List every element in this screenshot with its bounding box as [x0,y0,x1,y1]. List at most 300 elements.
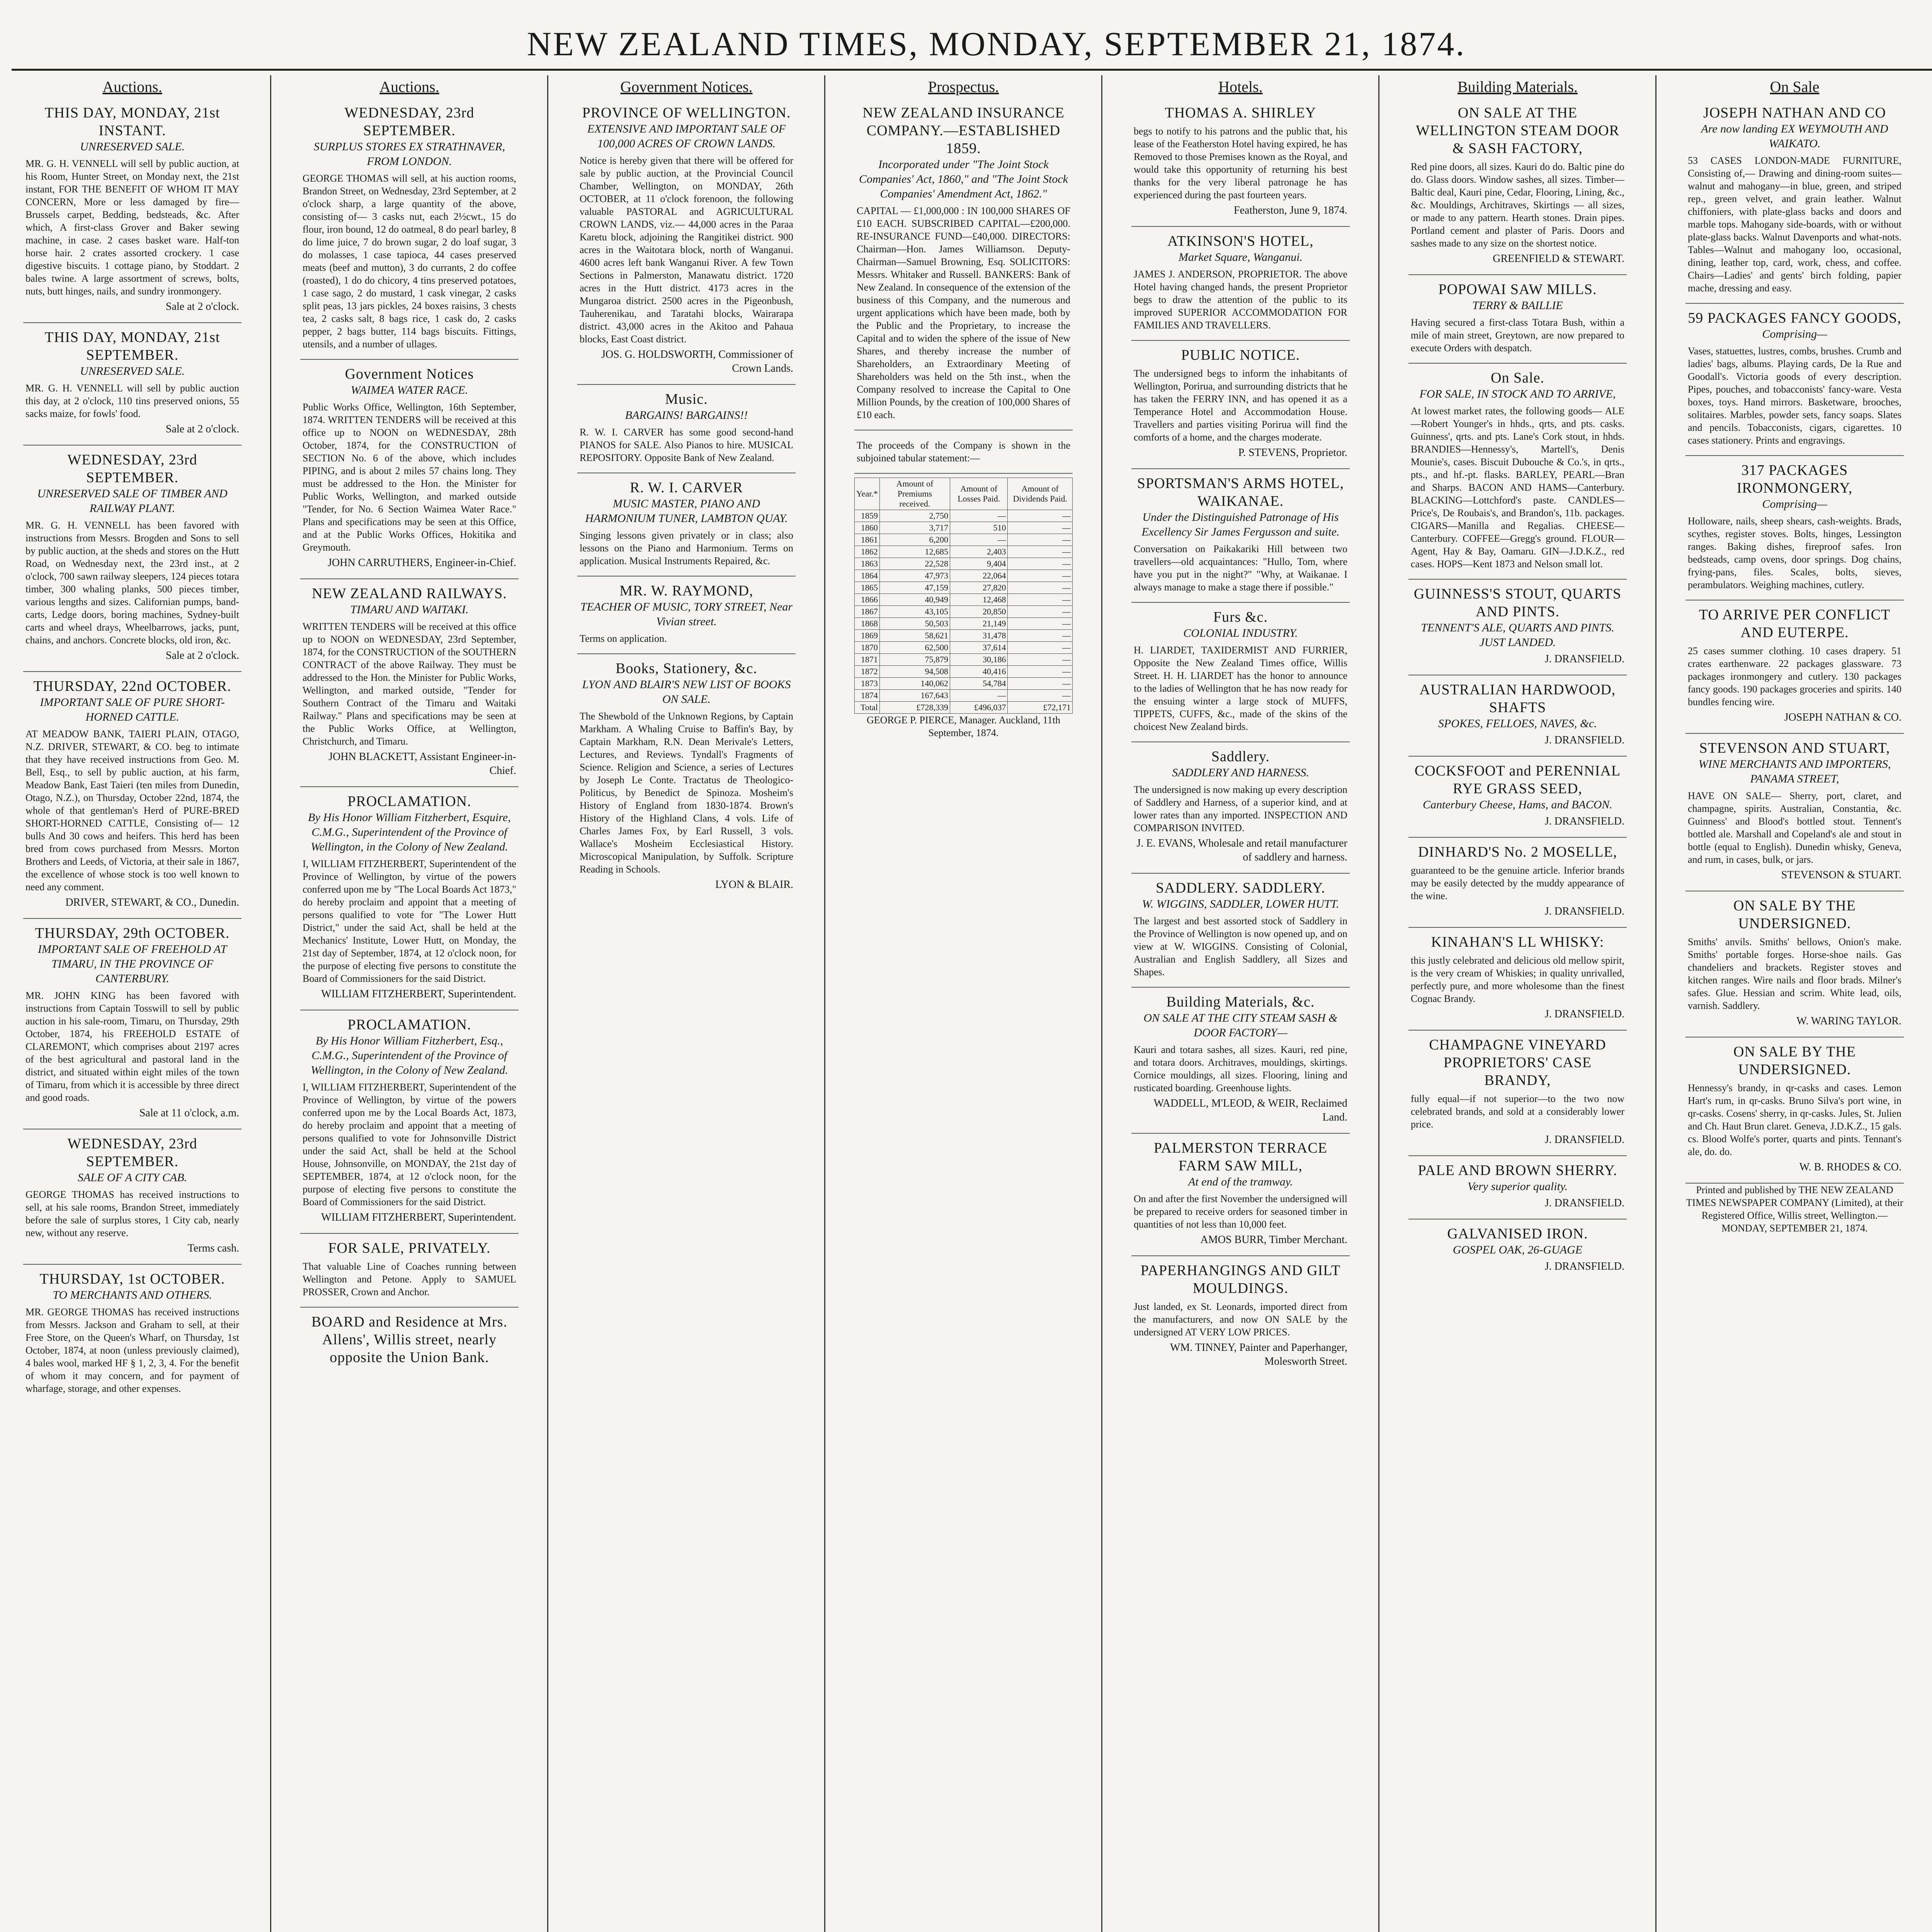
table-row [855,690,1073,702]
ad-signature: Terms cash. [187,1242,239,1254]
advertisement [1408,99,1627,275]
table-cell: 140,062 [879,678,950,690]
table-cell: 1874 [855,690,880,702]
table-cell: 58,621 [879,630,950,642]
advertisement [1131,99,1350,227]
ad-title: Government Notices [345,366,474,382]
advertisement [1131,341,1350,469]
table-cell: — [1008,558,1073,570]
table-cell: 94,508 [879,666,950,678]
table-cell: — [1008,630,1073,642]
ad-title: ON SALE BY THE UNDERSIGNED. [1733,1044,1856,1078]
ad-signature: J. DRANSFIELD. [1544,653,1624,665]
ad-subtitle: FOR SALE, IN STOCK AND TO ARRIVE, [1419,388,1616,400]
ad-title: DINHARD'S No. 2 MOSELLE, [1418,844,1617,860]
ad-signature: Sale at 2 o'clock. [165,301,239,313]
advertisement [1408,838,1627,928]
advertisement [1408,1156,1627,1219]
ad-title: WEDNESDAY, 23rd SEPTEMBER. [344,105,474,139]
advertisement [23,99,242,323]
ad-signature: J. DRANSFIELD. [1544,1008,1624,1020]
ad-signature: WADDELL, M'LEOD, & WEIR, Reclaimed Land. [1153,1097,1347,1123]
advertisement [300,787,519,1010]
ad-title: 59 PACKAGES FANCY GOODS, [1688,310,1901,326]
table-cell: 20,850 [950,606,1008,618]
advertisement [1685,734,1904,891]
ad-title: Saddlery. [1211,748,1270,765]
ad-title: PALE AND BROWN SHERRY. [1418,1162,1617,1179]
ad-body: That valuable Line of Coaches running between Wellington and Petone. Apply to SAMUEL PROSSER, Crown and Anchor. [303,1261,516,1298]
table-row [855,534,1073,546]
advertisement [300,1308,519,1375]
ad-signature: Sale at 2 o'clock. [165,423,239,435]
column-separator [1655,75,1656,1932]
ad-title: On Sale. [1491,370,1544,386]
table-cell: 62,500 [879,642,950,654]
ad-body: MR. GEORGE THOMAS has received instructions from Messrs. Jackson and Graham to sell, at their Free Store, on the Queen's Wharf, on Thursday, 1st October, 1874, at noon (unless previously claimed), 4 bales wool, marked HF § 1, 2, 3, 4. For the benefit of whom it may concern, and for payment of wharfage, storage, and other expenses. [26,1306,239,1394]
ad-subtitle: UNRESERVED SALE. [80,365,185,378]
table-cell: 50,503 [879,618,950,630]
table-cell: 1873 [855,678,880,690]
table-row [855,654,1073,666]
table-row [855,510,1073,522]
advertisement [300,1010,519,1234]
column-4 [854,75,1073,1932]
advertisement [1408,675,1627,757]
ad-subtitle: Very superior quality. [1467,1180,1568,1193]
ad-subtitle: Comprising— [1762,328,1827,340]
ad-subtitle: TIMARU AND WAITAKI. [350,603,469,616]
table-row [855,618,1073,630]
ad-signature: DRIVER, STEWART, & CO., Dunedin. [65,896,239,908]
ad-signature: Sale at 11 o'clock, a.m. [139,1107,239,1119]
column-3 [577,75,796,1932]
table-cell: — [950,510,1008,522]
ad-body: this justly celebrated and delicious old mellow spirit, is the very cream of Whiskies; in quality unrivalled, perfectly pure, and more wholesome than the finest Cognac Brandy. [1411,955,1624,1004]
advertisement [1408,757,1627,838]
table-cell: 1866 [855,594,880,606]
column-header: Government Notices. [620,78,753,95]
column-1 [23,75,242,1932]
table-cell: 510 [950,522,1008,534]
ad-title: THIS DAY, MONDAY, 21st SEPTEMBER. [44,329,220,363]
table-cell: — [1008,666,1073,678]
table-header-cell: Year.* [855,478,880,510]
table-header-row [855,478,1073,510]
ad-subtitle: SPOKES, FELLOES, NAVES, &c. [1438,717,1597,730]
ad-signature: J. DRANSFIELD. [1544,1260,1624,1272]
column-header: Auctions. [102,78,162,95]
table-total-row [855,702,1073,714]
table-cell: 27,820 [950,582,1008,594]
table-row [855,678,1073,690]
ad-body: fully equal—if not superior—to the two now celebrated brands, and sold at a considerably lower price. [1411,1093,1624,1130]
ad-subtitle: UNRESERVED SALE. [80,140,185,153]
table-cell: 1859 [855,510,880,522]
column-header: Building Materials. [1457,78,1578,95]
advertisement [1408,1031,1627,1156]
advertisement [854,99,1073,430]
ad-body: Vases, statuettes, lustres, combs, brushes. Crumb and ladies' bags, albums. Playing cards, De la Rue and Goodall's. Victoria goods of every description. Pipes, pouches, and tobacconists' fancy-ware. Vesta boxes, toys. Hand mirrors. Basketware, brooches, solitaires. Marbles, powder sets, fancy soaps. Slates and pencils. Tobacconists, cigars, cigarettes. 10 cases stationery. Prints and engravings. [1688,345,1901,446]
ad-title: SPORTSMAN'S ARMS HOTEL, WAIKANAE. [1137,475,1344,509]
advertisement [577,99,796,385]
ad-subtitle: COLONIAL INDUSTRY. [1183,627,1298,639]
ad-signature: Featherston, June 9, 1874. [1234,204,1347,216]
table-cell: 1867 [855,606,880,618]
ad-body: GEORGE THOMAS has received instructions to sell, at his sale rooms, Brandon Street, immediately before the sale of surplus stores, 1 City cab, nearly new, without any reserve. [26,1189,239,1238]
advertisement [23,1265,242,1403]
table-cell: 9,404 [950,558,1008,570]
table-row [855,666,1073,678]
ad-body: The undersigned begs to inform the inhabitants of Wellington, Porirua, and surrounding districts that he has taken the FERRY INN, and has opened it as a Temperance Hotel and Accommodation House. Travellers and parties visiting Porirua will find the comforts of a home, and the charges moderate. [1134,368,1347,443]
ad-title: STEVENSON AND STUART, [1699,740,1890,756]
ad-body: MR. JOHN KING has been favored with instructions from Captain Tosswill to sell by public auction in his sale-room, Timaru, on Thursday, 29th October, 1874, his FREEHOLD ESTATE of CLAREMONT, which comprises about 2197 acres of the best agricultural and pastoral land in the district, and situated within eight miles of the town of Timaru, from which it is accessible by three direct and good roads. [26,990,239,1103]
ad-signature: AMOS BURR, Timber Merchant. [1200,1234,1347,1246]
ad-title: THURSDAY, 1st OCTOBER. [39,1271,225,1287]
table-header-cell: Amount of Dividends Paid. [1008,478,1073,510]
ad-title: PALMERSTON TERRACE FARM SAW MILL, [1153,1140,1328,1174]
ad-title: COCKSFOOT and PERENNIAL RYE GRASS SEED, [1414,763,1621,797]
ad-title: Furs &c. [1213,609,1268,625]
ad-subtitle: WINE MERCHANTS AND IMPORTERS, PANAMA STREET, [1698,758,1891,785]
ad-title: 317 PACKAGES IRONMONGERY, [1736,462,1853,496]
ad-title: JOSEPH NATHAN AND CO [1703,105,1886,121]
table-cell: 1864 [855,570,880,582]
advertisement [1685,600,1904,734]
ad-signature: W. WARING TAYLOR. [1796,1015,1901,1027]
ad-signature: J. DRANSFIELD. [1544,905,1624,917]
advertisement [1131,603,1350,742]
ad-subtitle: SURPLUS STORES EX STRATHNAVER, FROM LONDON. [313,140,505,168]
ad-subtitle: IMPORTANT SALE OF PURE SHORT-HORNED CATTLE. [40,696,225,723]
ad-body: guaranteed to be the genuine article. Inferior brands may be easily detected by the muddy appearance of the wine. [1411,865,1624,901]
ad-body: Red pine doors, all sizes. Kauri do do. Baltic pine do do. Glass doors. Window sashes, all sizes. Timber— Baltic deal, Kauri pine, Cedar, Flooring, Lining, &c., &c. Mouldings, Architraves, Skirtings — all sizes, or made to any pattern. Hearth stones. Drain pipes. Portland cement and plaster of Paris. Doors and sashes made to any size on the shortest notice. [1411,161,1624,249]
table-row [855,546,1073,558]
ad-body: MR. G. H. VENNELL will sell by public auction this day, at 2 o'clock, 110 tins preserved onions, 55 sacks maize, for fowls' food. [26,383,239,419]
ad-subtitle: Comprising— [1762,498,1827,510]
table-cell: 3,717 [879,522,950,534]
table-cell: 1870 [855,642,880,654]
table-row [855,642,1073,654]
advertisement [577,577,796,654]
table-row [855,558,1073,570]
ad-signature: GREENFIELD & STEWART. [1493,253,1624,265]
advertisement [300,99,519,360]
table-cell: 1869 [855,630,880,642]
table-total-cell: £496,037 [950,702,1008,714]
ad-body: Just landed, ex St. Leonards, imported direct from the manufacturers, and now ON SALE by the undersigned AT VERY LOW PRICES. [1134,1301,1347,1338]
advertisement [300,579,519,787]
ad-subtitle: TEACHER OF MUSIC, TORY STREET, Near Vivian street. [580,600,793,628]
ad-body: 53 CASES LONDON-MADE FURNITURE, Consisting of,— Drawing and dining-room suites—walnut and mahogany—in blue, green, and striped rep., green velvet, and grain leather. Walnut chiffoniers, with plate-glass backs and doors and marble tops. Mahogany side-boards, with or without plate-glass backs. Walnut Davenports and what-nots. Tables—Walnut and mahogany loo, occasional, dining, leather top, card, work, chess, and coffee. Chairs—Ladies' and gents' birch folding, papier mache, dressing and easy. [1688,155,1901,294]
advertisement [1685,891,1904,1037]
ad-signature: WILLIAM FITZHERBERT, Superintendent. [321,988,516,1000]
advertisement [1131,742,1350,874]
ad-title: THOMAS A. SHIRLEY [1165,105,1316,121]
table-cell: — [950,690,1008,702]
column-header: Hotels. [1218,78,1263,95]
table-cell: — [1008,594,1073,606]
ad-subtitle: ON SALE AT THE CITY STEAM SASH & DOOR FACTORY— [1143,1012,1338,1039]
table-cell: 47,973 [879,570,950,582]
ad-title: PROCLAMATION. [347,1017,471,1033]
advertisement [1131,1256,1350,1377]
ad-body: Having secured a first-class Totara Bush, within a mile of main street, Greytown, are now prepared to execute Orders with despatch. [1411,317,1624,354]
advertisement [23,446,242,672]
ad-signature: STEVENSON & STUART. [1781,869,1901,881]
table-total-cell: Total [855,702,880,714]
advertisement [23,672,242,919]
ad-body: Singing lessons given privately or in class; also lessons on the Piano and Harmonium. Terms on application. Musical Instruments Repaired, &c. [580,530,793,566]
table-cell: 12,685 [879,546,950,558]
ad-subtitle: GOSPEL OAK, 26-GUAGE [1452,1243,1583,1256]
table-cell: 75,879 [879,654,950,666]
column-header: Prospectus. [928,78,999,95]
ad-signature: WM. TINNEY, Painter and Paperhanger, Molesworth Street. [1170,1342,1347,1367]
table-cell: 2,403 [950,546,1008,558]
table-cell: 40,949 [879,594,950,606]
ad-subtitle: Market Square, Wanganui. [1178,251,1303,264]
advertisement [577,385,796,473]
ad-body: I, WILLIAM FITZHERBERT, Superintendent of the Province of Wellington, by virtue of the powers conferred upon me by the Local Boards Act, 1873, do hereby proclaim and appoint that a meeting of persons qualified to vote for Johnsonville District under the said Act, shall be held at the School House, Johnsonville, on MONDAY, the 21st day of SEPTEMBER, 1874, at 12 o'clock noon, for the purpose of electing five persons to constitute the Board of Commissioners for the said District. [303,1082,516,1208]
table-row [855,582,1073,594]
table-row [855,594,1073,606]
ad-title: MR. W. RAYMOND, [619,583,753,599]
ad-subtitle: SADDLERY AND HARNESS. [1172,766,1309,779]
ad-title: PUBLIC NOTICE. [1181,347,1300,363]
table-cell: — [1008,606,1073,618]
ad-body: Conversation on Paikakariki Hill between two travellers—old acquaintances: "Hullo, Tom, where have you put in the night?" "Why, at Waikanae. I always manage to make a stage there if possible." [1134,543,1347,593]
table-cell: — [1008,546,1073,558]
ad-body: Hennessy's brandy, in qr-casks and cases. Lemon Hart's rum, in qr-casks. Bruno Silva's port wine, in qr-casks. Cosens' sherry, in qr-casks. Jules, St. Julien and Ch. Haut Brun claret. Geneva, J.D.K.Z., 15 gals. cs. Blood Wolfe's porter, quarts and pints. Tennant's ale, do. do. [1688,1082,1901,1157]
ad-subtitle: TENNENT'S ALE, QUARTS AND PINTS. JUST LANDED. [1421,621,1614,649]
column-separator [824,75,825,1932]
ad-body: The largest and best assorted stock of Saddlery in the Province of Wellington is now opened up, and on view at W. WIGGINS. Consisting of Colonial, Australian and English Saddlery, all Sizes and Shapes. [1134,915,1347,978]
table-header-cell: Amount of Losses Paid. [950,478,1008,510]
ad-title: Music. [665,391,708,407]
table-cell: 40,416 [950,666,1008,678]
masthead: NEW ZEALAND TIMES, MONDAY, SEPTEMBER 21, 1874. [527,26,1466,63]
ad-title: WEDNESDAY, 23rd SEPTEMBER. [67,1136,197,1170]
ad-signature: P. STEVENS, Proprietor. [1238,447,1347,459]
advertisement [1685,304,1904,456]
table-cell: — [1008,510,1073,522]
table-cell: — [1008,582,1073,594]
ad-subtitle: At end of the tramway. [1188,1175,1293,1188]
ad-title: THIS DAY, MONDAY, 21st INSTANT. [44,105,220,139]
table-cell: 21,149 [950,618,1008,630]
ad-title: THURSDAY, 22nd OCTOBER. [33,678,231,694]
ad-body: Kauri and totara sashes, all sizes. Kauri, red pine, and totara doors. Architraves, mouldings, skirtings. Cornice mouldings, all sizes. Flooring, lining and rusticated boarding. Greenhouse lights. [1134,1044,1347,1094]
ad-title: ON SALE AT THE WELLINGTON STEAM DOOR & SASH FACTORY, [1416,105,1619,156]
table-cell: 31,478 [950,630,1008,642]
table-cell: 22,528 [879,558,950,570]
advertisement [300,360,519,579]
advertisement [577,473,796,577]
ad-body: AT MEADOW BANK, TAIERI PLAIN, OTAGO, N.Z. DRIVER, STEWART, & CO. beg to intimate that they have received instructions from Geo. M. Bell, Esq., to sell by public auction, at his farm, Meadow Bank, East Taieri (ten miles from Dunedin, Otago, N.Z.), on Thursday, October 22nd, 1874, the whole of that gentleman's Herd of PURE-BRED SHORT-HORNED CATTLE, Consisting of— 12 bulls And 30 cows and heifers. This herd has been bred from cows purchased from Messrs. Morton Brothers and Leeds, of Victoria, at their sale in 1867, the excellence of whose stock is too well known to need any comment. [26,728,239,893]
advertisement [1408,928,1627,1031]
ad-body: CAPITAL — £1,000,000 : IN 100,000 SHARES OF £10 EACH. SUBSCRIBED CAPITAL—£200,000. RE-INSURANCE FUND—£40,000. DIRECTORS: Chairman—Hon. James Williamson. Deputy-Chairman—Samuel Browning, Esq. SOLICITORS: Messrs. Whitaker and Russell. BANKERS: Bank of New Zealand. In consequence of the extension of the business of this Company, and the numerous and urgent applications which have been made, both by the Public and the Proprietary, to increase the Capital and to widen the sphere of the issue of New Shares, and thereby increase the number of Shareholders, an Extraordinary Meeting of Shareholders was held on the 5th inst., when the Company resolved to increase the Capital to One Million Pounds, by the creation of 100,000 Shares of £10 each. [857,205,1070,420]
ad-title: BOARD and Residence at Mrs. Allens', Willis street, nearly opposite the Union Bank. [311,1314,508,1366]
ad-title: Books, Stationery, &c. [616,660,757,677]
table-cell: 1871 [855,654,880,666]
table-cell: — [1008,522,1073,534]
advertisement [1685,456,1904,600]
advertisement [1131,874,1350,988]
ad-body: I, WILLIAM FITZHERBERT, Superintendent of the Province of Wellington, by virtue of the powers conferred upon me by "The Local Boards Act 1873," do hereby proclaim and appoint that a meeting of persons qualified to vote for "The Lower Hutt District," under the said Act, shall be held at the Mechanics' Institute, Lower Hutt, on Monday, the 21st day of September, 1874, at 12 o'clock noon, for the purpose of electing five persons to constitute the Board of Commissioners for the said District. [303,858,516,984]
advertisement [1131,227,1350,341]
table-cell: 47,159 [879,582,950,594]
ad-title: SADDLERY. SADDLERY. [1156,880,1325,896]
ad-signature: J. DRANSFIELD. [1544,1134,1624,1146]
ad-subtitle: SALE OF A CITY CAB. [77,1171,187,1184]
ad-title: FOR SALE, PRIVATELY. [328,1240,491,1256]
ad-subtitle: BARGAINS! BARGAINS!! [625,409,748,422]
advertisement [1131,988,1350,1134]
ad-signature: J. DRANSFIELD. [1544,815,1624,827]
ad-title: THURSDAY, 29th OCTOBER. [35,925,230,941]
ad-signature: J. DRANSFIELD. [1544,734,1624,746]
table-cell: 1862 [855,546,880,558]
table-cell: 1868 [855,618,880,630]
table-cell: — [1008,654,1073,666]
ad-signature: Sale at 2 o'clock. [165,650,239,662]
column-2 [300,75,519,1932]
ad-subtitle: Are now landing EX WEYMOUTH AND WAIKATO. [1701,122,1888,150]
table-cell: 167,643 [879,690,950,702]
table-total-cell: £72,171 [1008,702,1073,714]
table-cell: — [1008,618,1073,630]
ad-signature: J. DRANSFIELD. [1544,1197,1624,1209]
column-separator [1378,75,1379,1932]
ad-title: AUSTRALIAN HARDWOOD, SHAFTS [1419,682,1616,716]
column-header: Auctions. [379,78,439,95]
ad-signature: JOS. G. HOLDSWORTH, Commissioner of Crown Lands. [601,349,793,374]
advertisement [1408,1219,1627,1282]
ad-body: HAVE ON SALE— Sherry, port, claret, and champagne, spirits. Australian, Constantia, &c. Guinness' and Blood's bottled stout. Tennent's bottled ale. Marshall and Copeland's ale and stout in bottle (equal to English). Dunedin whisky, Geneva, and rum, in cases, bulk, or jars. [1688,790,1901,865]
table-cell: 30,186 [950,654,1008,666]
ad-title: Building Materials, &c. [1166,994,1315,1010]
ad-subtitle: TO MERCHANTS AND OTHERS. [53,1289,212,1301]
ad-signature: JOSEPH NATHAN & CO. [1784,711,1901,723]
advertisement [23,919,242,1129]
ad-body: GEORGE THOMAS will sell, at his auction rooms, Brandon Street, on Wednesday, 23rd September, at 2 o'clock sharp, a large quantity of the above, consisting of— 3 casks nut, each 2½cwt., 15 do flour, iron bound, 12 do oatmeal, 8 do pearl barley, 8 do lime juice, 7 do brown sugar, 2 do loaf sugar, 3 do molasses, 1 case tapioca, 44 cases preserved meats (beef and mutton), 3 do currants, 2 do coffee (roasted), 1 do do chicory, 4 tins preserved potatoes, 1 case sago, 2 do mustard, 1 cask vinegar, 2 casks split peas, 13 jars pickles, 24 boxes raisins, 3 chests tea, 2 casks salt, 8 bags rice, 1 cask do, 2 casks pepper, 2 bags butter, 114 bags biscuits. Fittings, utensils, and a number of ullages. [303,173,516,350]
ad-body: The undersigned is now making up every description of Saddlery and Harness, of a superior kind, and at lower rates than any imported. INSPECTION AND COMPARISON INVITED. [1134,784,1347,833]
ad-subtitle: IMPORTANT SALE OF FREEHOLD AT TIMARU, IN THE PROVINCE OF CANTERBURY. [38,943,227,985]
table-row [855,606,1073,618]
advertisement [1131,1134,1350,1256]
ad-title: POPOWAI SAW MILLS. [1438,281,1597,298]
ad-body: Notice is hereby given that there will be offered for sale by public auction, at the Provincial Council Chamber, Wellington, on MONDAY, 26th OCTOBER, at 11 o'clock forenoon, the following valuable PASTORAL and AGRICULTURAL CROWN LANDS, viz.— 44,000 acres in the Paraa Karetu block, adjoining the Rangitikei district. 900 acres in the Waitotara block, north of Wanganui. 4600 acres left bank Wanganui River. A few Town Sections in Palmerston, Manawatu district. 1720 acres in the Hutt district. 4173 acres in the Mungaroa district. 2500 acres in the Pigeonbush, Tauherenikau, and Taratahi blocks, Wairarapa district. 43,000 acres in the Akitoo and Pahaua blocks, East Coast district. [580,155,793,345]
advertisement [1131,469,1350,603]
ad-body: R. W. I. CARVER has some good second-hand PIANOS for SALE. Also Pianos to hire. MUSICAL REPOSITORY. Opposite Bank of New Zealand. [580,427,793,463]
ad-title: PROCLAMATION. [347,793,471,810]
advertisement [577,654,796,900]
table-cell: 43,105 [879,606,950,618]
ad-title: WEDNESDAY, 23rd SEPTEMBER. [67,452,197,486]
table-row [855,522,1073,534]
ad-subtitle: UNRESERVED SALE OF TIMBER AND RAILWAY PLANT. [37,487,228,515]
ad-title: TO ARRIVE PER CONFLICT AND EUTERPE. [1699,607,1891,641]
table-cell: 54,784 [950,678,1008,690]
table-cell: 1860 [855,522,880,534]
ad-title: NEW ZEALAND RAILWAYS. [312,585,507,602]
ad-signature: J. E. EVANS, Wholesale and retail manufacturer of saddlery and harness. [1136,837,1347,863]
ad-subtitle: MUSIC MASTER, PIANO AND HARMONIUM TUNER, LAMBTON QUAY. [585,497,788,525]
ad-body: 25 cases summer clothing. 10 cases drapery. 51 crates earthenware. 22 packages glassware. 73 packages ironmongery and cutlery. 130 packages fancy goods. 190 packages groceries and spirits. 140 bundles fencing wire. [1688,645,1901,707]
ad-body: WRITTEN TENDERS will be received at this office up to NOON on WEDNESDAY, 23rd September, 1874, for the CONSTRUCTION of the SOUTHERN CONTRACT of the above Railway. They must be addressed to the Hon. the Minister for Public Works, Wellington, and marked outside, "Tender for Southern Contract of the Timaru and Waitaki Railway." Plans and specifications may be seen at the Public Works Office, at Wellington, Christchurch, and Timaru. [303,621,516,747]
ad-title: PAPERHANGINGS AND GILT MOULDINGS. [1140,1262,1341,1296]
ad-title: PROVINCE OF WELLINGTON. [582,105,791,121]
ad-body: Public Works Office, Wellington, 16th September, 1874. WRITTEN TENDERS will be received at this office up to NOON on WEDNESDAY, 28th October, 1874, for the CONSTRUCTION of SECTION No. 6 of the above, which includes PIPING, and is about 2 miles 57 chains long. They must be addressed to the Hon. the Minister for Public Works, Wellington, and marked outside "Tender, for No. 6 Section Waimea Water Race." Plans and specifications may be seen at this Office, and at the Public Works Offices, Hokitika and Greymouth. [303,401,516,553]
ad-signature: LYON & BLAIR. [715,879,793,891]
ad-subtitle: Canterbury Cheese, Hams, and BACON. [1423,798,1612,811]
ad-body: Holloware, nails, sheep shears, cash-weights. Brads, scythes, register stoves. Bolts, hinges, Lessington ranges. Baking dishes, fireproof safes. Iron bedsteads, camp ovens, door springs. Dog chains, frying-pans, files. Scales, bolts, sieves, perambulators. Weighing machines, cutlery. [1688,515,1901,590]
column-5 [1131,75,1350,1932]
advertisement [23,1129,242,1265]
ad-subtitle: By His Honor William Fitzherbert, Esq., C.M.G., Superintendent of the Province of Wellington, in the Colony of New Zealand. [311,1034,508,1077]
ad-signature: JOHN CARRUTHERS, Engineer-in-Chief. [328,557,516,569]
table-cell: 1863 [855,558,880,570]
ad-subtitle: EXTENSIVE AND IMPORTANT SALE OF 100,000 ACRES OF CROWN LANDS. [587,122,786,150]
table-cell: — [1008,570,1073,582]
ad-title: CHAMPAGNE VINEYARD PROPRIETORS' CASE BRANDY, [1429,1037,1606,1088]
advertisement [1408,580,1627,675]
advertisement [23,323,242,446]
table-cell: 1865 [855,582,880,594]
table-cell: 6,200 [879,534,950,546]
table-header-cell: Amount of Premiums received. [879,478,950,510]
advertisement [300,1234,519,1308]
column-7 [1685,75,1904,1932]
ad-body: Terms on application. [580,633,667,644]
ad-subtitle: LYON AND BLAIR'S NEW LIST OF BOOKS ON SALE. [582,678,791,706]
table-cell: 1872 [855,666,880,678]
ad-signature: JOHN BLACKETT, Assistant Engineer-in-Chief. [328,751,516,777]
table-cell: 12,468 [950,594,1008,606]
ad-body: On and after the first November the undersigned will be prepared to receive orders for seasoned timber in quantities of not less than 10,000 feet. [1134,1193,1347,1230]
table-row [855,630,1073,642]
ad-subtitle: By His Honor William Fitzherbert, Esquire, C.M.G., Superintendent of the Province of Wellington, in the Colony of New Zealand. [308,811,511,853]
column-separator [270,75,271,1932]
column-footer: GEORGE P. PIERCE, Manager. Auckland, 11th September, 1874. [867,714,1060,738]
ad-title: GUINNESS'S STOUT, QUARTS AND PINTS. [1413,586,1622,620]
ad-body: At lowest market rates, the following goods— ALE—Robert Younger's in hhds., qrts, and pts. casks. Guinness', qrts. and pts. Lane's Cork stout, in hhds. BRANDIES—Hennessy's, Martell's, Denis Mounie's, cases. Biscuit Dubouche & Co.'s, in qrts., pts., and hf.-pt. flasks. BARLEY, PEARL—Bran and Sharps. BACON AND HAMS—Canterbury. BLACKING—Lottchford's paste. CANDLES—Price's, De Roubais's, and Brandon's, 11b. packages. CIGARS—Manilla and Regalias. CHEESE—Canterbury. COFFEE—Gregg's ground. FLOUR—Agent, Hay & Bay, Oamaru. GIN—J.D.K.Z., red cases. HOPS—Kent 1873 and Nelson small lot. [1411,405,1624,570]
ad-body: Smiths' anvils. Smiths' bellows, Onion's make. Smiths' portable forges. Horse-shoe nails. Gas chandeliers and brackets. Register stoves and kitchen ranges. Wire nails and floor brads. Milner's safes. Glue. Hessian and scrim. White lead, oils, varnish. Saddlery. [1688,936,1901,1011]
table-cell: — [1008,534,1073,546]
ad-title: ON SALE BY THE UNDERSIGNED. [1733,898,1856,932]
ad-body: The Shewbold of the Unknown Regions, by Captain Markham. A Whaling Cruise to Baffin's Bay, by Captain Markham, R.N. Dean Merivale's Letters, Lectures, and Reviews. Tyndall's Fragments of Science. Religion and Science, a series of Lectures by Joseph Le Conte. Tractatus de Theologico-Politicus, by Benedict de Spinoza. Mosheim's History of England from 1830-1874. Brown's History of the Highland Clans, 4 vols. Life of Charles James Fox, by Earl Russell, 3 vols. Wallace's Mosheim Ecclesiastical History. Microscopical Manipulation, by Suffolk. Scripture Reading in Schools. [580,711,793,875]
ad-body: H. LIARDET, TAXIDERMIST AND FURRIER, Opposite the New Zealand Times office, Willis Street. H. H. LIARDET has the honor to announce to the ladies of Wellington that he has now ready for the ensuing winter a large stock of MUFFS, TIPPETS, CUFFS, &c., made of the skins of the choicest New Zealand birds. [1134,645,1347,732]
ad-title: R. W. I. CARVER [630,480,743,496]
table-cell: 22,064 [950,570,1008,582]
table-cell: 2,750 [879,510,950,522]
ad-subtitle: W. WIGGINS, SADDLER, LOWER HUTT. [1142,898,1339,910]
ad-title: GALVANISED IRON. [1447,1226,1588,1242]
column-6 [1408,75,1627,1932]
table-row [855,570,1073,582]
ad-body: MR. G. H. VENNELL will sell by public auction, at his Room, Hunter Street, on Monday next, the 21st instant, FOR THE BENEFIT OF WHOM IT MAY CONCERN, More or less damaged by fire— Brussels carpet, Bedding, bedsteads, &c. After which, A first-class Grover and Baker sewing machine, in case. 2 cases basket ware. Half-ton horse hair. 2 crates assorted crockery. 1 case digestive biscuits. 1 cottage piano, by Stoddart. 2 bales twine. A large assortment of screws, bolts, nuts, butt hinges, nails, and sundry ironmongery. [26,158,239,297]
column-separator [1101,75,1102,1932]
table-cell: — [950,534,1008,546]
ad-subtitle: Under the Distinguished Patronage of His Excellency Sir James Fergusson and suite. [1141,511,1340,538]
ad-subtitle: Incorporated under "The Joint Stock Companies' Act, 1860," and "The Joint Stock Companies' Amendment Act, 1862." [859,158,1068,200]
column-separator [547,75,548,1932]
ad-subtitle: TERRY & BAILLIE [1472,299,1563,312]
ad-body: The proceeds of the Company is shown in the subjoined tabular statement:— [857,440,1070,464]
table-cell: 1861 [855,534,880,546]
advertisement [1685,1037,1904,1184]
